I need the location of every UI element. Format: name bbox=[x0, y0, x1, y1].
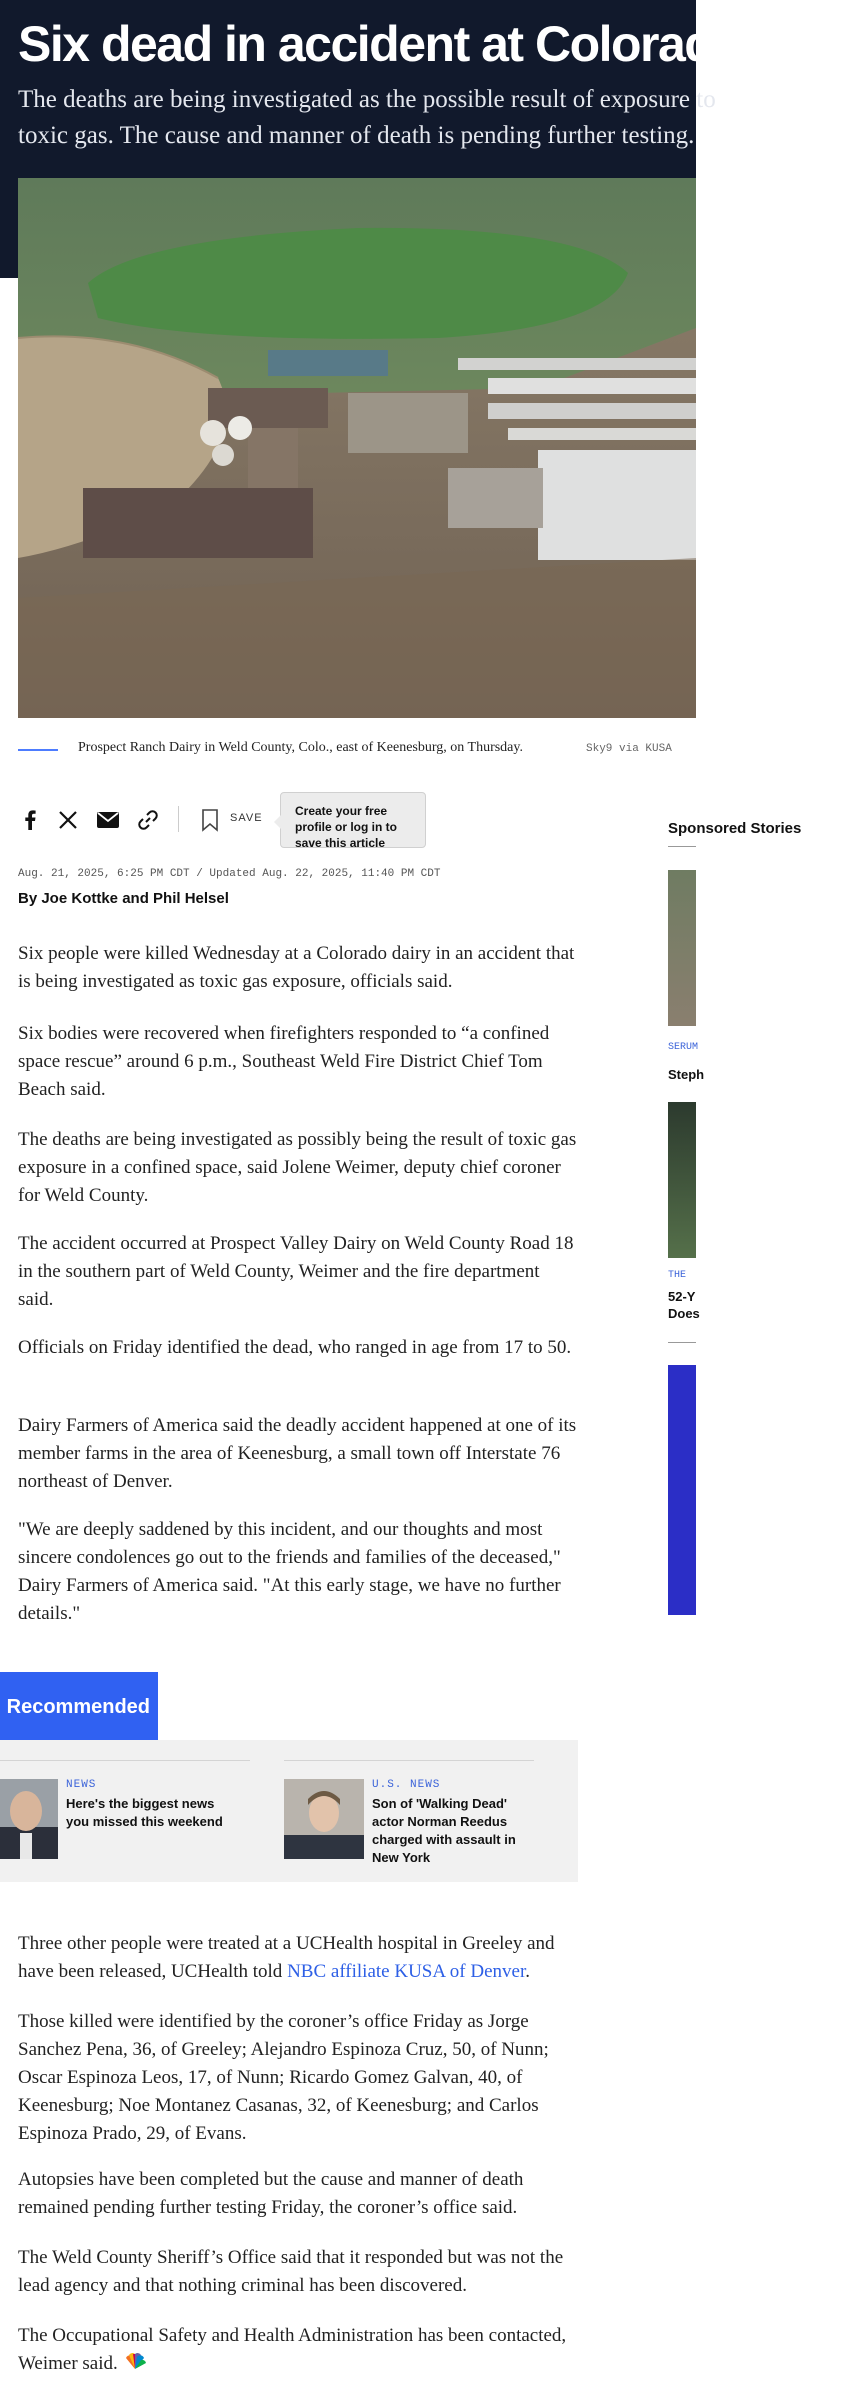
recommended-eyebrow: U.S. NEWS bbox=[372, 1779, 441, 1791]
dateline: Aug. 21, 2025, 6:25 PM CDT / Updated Aug. 22, 2025, 11:40 PM CDT bbox=[18, 868, 441, 880]
share-divider bbox=[178, 806, 179, 832]
sponsored-headline[interactable]: 52-Y Does bbox=[668, 1289, 700, 1321]
recommended-tab bbox=[0, 1672, 158, 1740]
sidebar-divider bbox=[668, 1342, 696, 1343]
byline: By Joe Kottke and Phil Helsel bbox=[18, 890, 229, 907]
recommended-item[interactable] bbox=[284, 1760, 534, 1865]
photo-caption bbox=[18, 738, 696, 762]
body-paragraph: Six bodies were recovered when firefighters responded to “a confined space rescue” around 6 p.m., Southeast Weld Fire District Chief Tom Beach said. bbox=[18, 1023, 550, 1100]
photo-credit: Sky9 via KUSA bbox=[586, 743, 672, 755]
sponsored-eyebrow: SERUM bbox=[668, 1042, 699, 1053]
recommended-label: Recommended bbox=[6, 1696, 150, 1718]
body-paragraph: The Weld County Sheriff’s Office said that it responded but was not the lead agency and that nothing criminal has been discovered. bbox=[18, 2247, 564, 2296]
sidebar-divider bbox=[668, 846, 696, 847]
body-text: Three other people were treated at a UCHealth hospital in Greeley and have been released, UCHealth told bbox=[18, 1933, 555, 1982]
headline: Six dead in accident at Colorado dairy bbox=[18, 16, 867, 72]
recommended-eyebrow: NEWS bbox=[66, 1779, 97, 1791]
caption-divider bbox=[18, 749, 58, 751]
sidebar-ad[interactable] bbox=[668, 1365, 696, 1615]
share-bar bbox=[18, 790, 478, 850]
body-paragraph: Six people were killed Wednesday at a Colorado dairy in an accident that is being investigated as toxic gas exposure, officials said. bbox=[18, 943, 575, 992]
body-paragraph: Those killed were identified by the coroner’s office Friday as Jorge Sanchez Pena, 36, of Greeley; Alejandro Espinoza Cruz, 50, of Nunn; Oscar Espinoza Leos, 17, of Nunn; Ricardo Gomez Galvan, 40, of Keenesburg; Noe Montanez Casanas, 32, of Keenesburg; and Carlos Espinoza Prado, 29, of Evans. bbox=[18, 2011, 549, 2144]
kusa-link[interactable]: NBC affiliate KUSA of Denver bbox=[287, 1961, 526, 1982]
email-icon[interactable] bbox=[96, 808, 120, 832]
recommended-thumbnail[interactable] bbox=[284, 1779, 364, 1859]
recommended-title[interactable]: Here's the biggest news you missed this weekend bbox=[66, 1796, 223, 1829]
body-text: The Occupational Safety and Health Administration has been contacted, Weimer said. bbox=[18, 2325, 567, 2374]
x-icon[interactable] bbox=[56, 808, 80, 832]
body-paragraph: Officials on Friday identified the dead, who ranged in age from 17 to 50. bbox=[18, 1337, 572, 1358]
body-paragraph: Dairy Farmers of America said the deadly accident happened at one of its member farms in the area of Keenesburg, a small town off Interstate 76 northeast of Denver. bbox=[18, 1415, 577, 1492]
body-paragraph: The deaths are being investigated as possibly being the result of toxic gas exposure in a confined space, said Jolene Weimer, deputy chief coroner for Weld County. bbox=[18, 1129, 577, 1206]
recommended-item[interactable] bbox=[0, 1760, 250, 1861]
save-tooltip[interactable]: Create your free profile or log in to save this article bbox=[280, 792, 426, 848]
body-text: . bbox=[525, 1961, 530, 1982]
body-paragraph: Autopsies have been completed but the cause and manner of death remained pending further testing Friday, the coroner’s office said. bbox=[18, 2169, 524, 2218]
body-paragraph: The accident occurred at Prospect Valley Dairy on Weld County Road 18 in the southern part of Weld County, Weimer and the fire department said. bbox=[18, 1233, 574, 1310]
facebook-icon[interactable] bbox=[18, 808, 42, 832]
recommended-module bbox=[0, 1740, 578, 1882]
body-paragraph: "We are deeply saddened by this incident, and our thoughts and most sincere condolences go out to the friends and families of the deceased," Dairy Farmers of America said. "At this early stage, we have no further details." bbox=[18, 1519, 561, 1624]
sponsored-eyebrow: THE bbox=[668, 1270, 687, 1281]
body-paragraph bbox=[18, 1930, 578, 1986]
article-dek: The deaths are being investigated as the possible result of exposure to toxic gas. The cause and manner of death is pending further testing. bbox=[18, 86, 716, 149]
bookmark-icon[interactable] bbox=[198, 808, 222, 832]
recommended-title[interactable]: Son of 'Walking Dead' actor Norman Reedus charged with assault in New York bbox=[372, 1796, 516, 1865]
lead-photo bbox=[18, 178, 696, 718]
save-button[interactable]: SAVE bbox=[230, 812, 263, 824]
nbc-peacock-icon bbox=[123, 2351, 147, 2379]
recommended-thumbnail[interactable] bbox=[0, 1779, 58, 1859]
sponsored-thumbnail[interactable] bbox=[668, 870, 696, 1026]
link-icon[interactable] bbox=[136, 808, 160, 832]
caption-text: Prospect Ranch Dairy in Weld County, Colo., east of Keenesburg, on Thursday. bbox=[78, 740, 523, 755]
sidebar-title: Sponsored Stories bbox=[668, 820, 802, 837]
body-paragraph bbox=[18, 2322, 578, 2379]
sponsored-sidebar bbox=[668, 790, 802, 1640]
sponsored-thumbnail[interactable] bbox=[668, 1102, 696, 1258]
sponsored-headline[interactable]: Steph bbox=[668, 1067, 705, 1082]
